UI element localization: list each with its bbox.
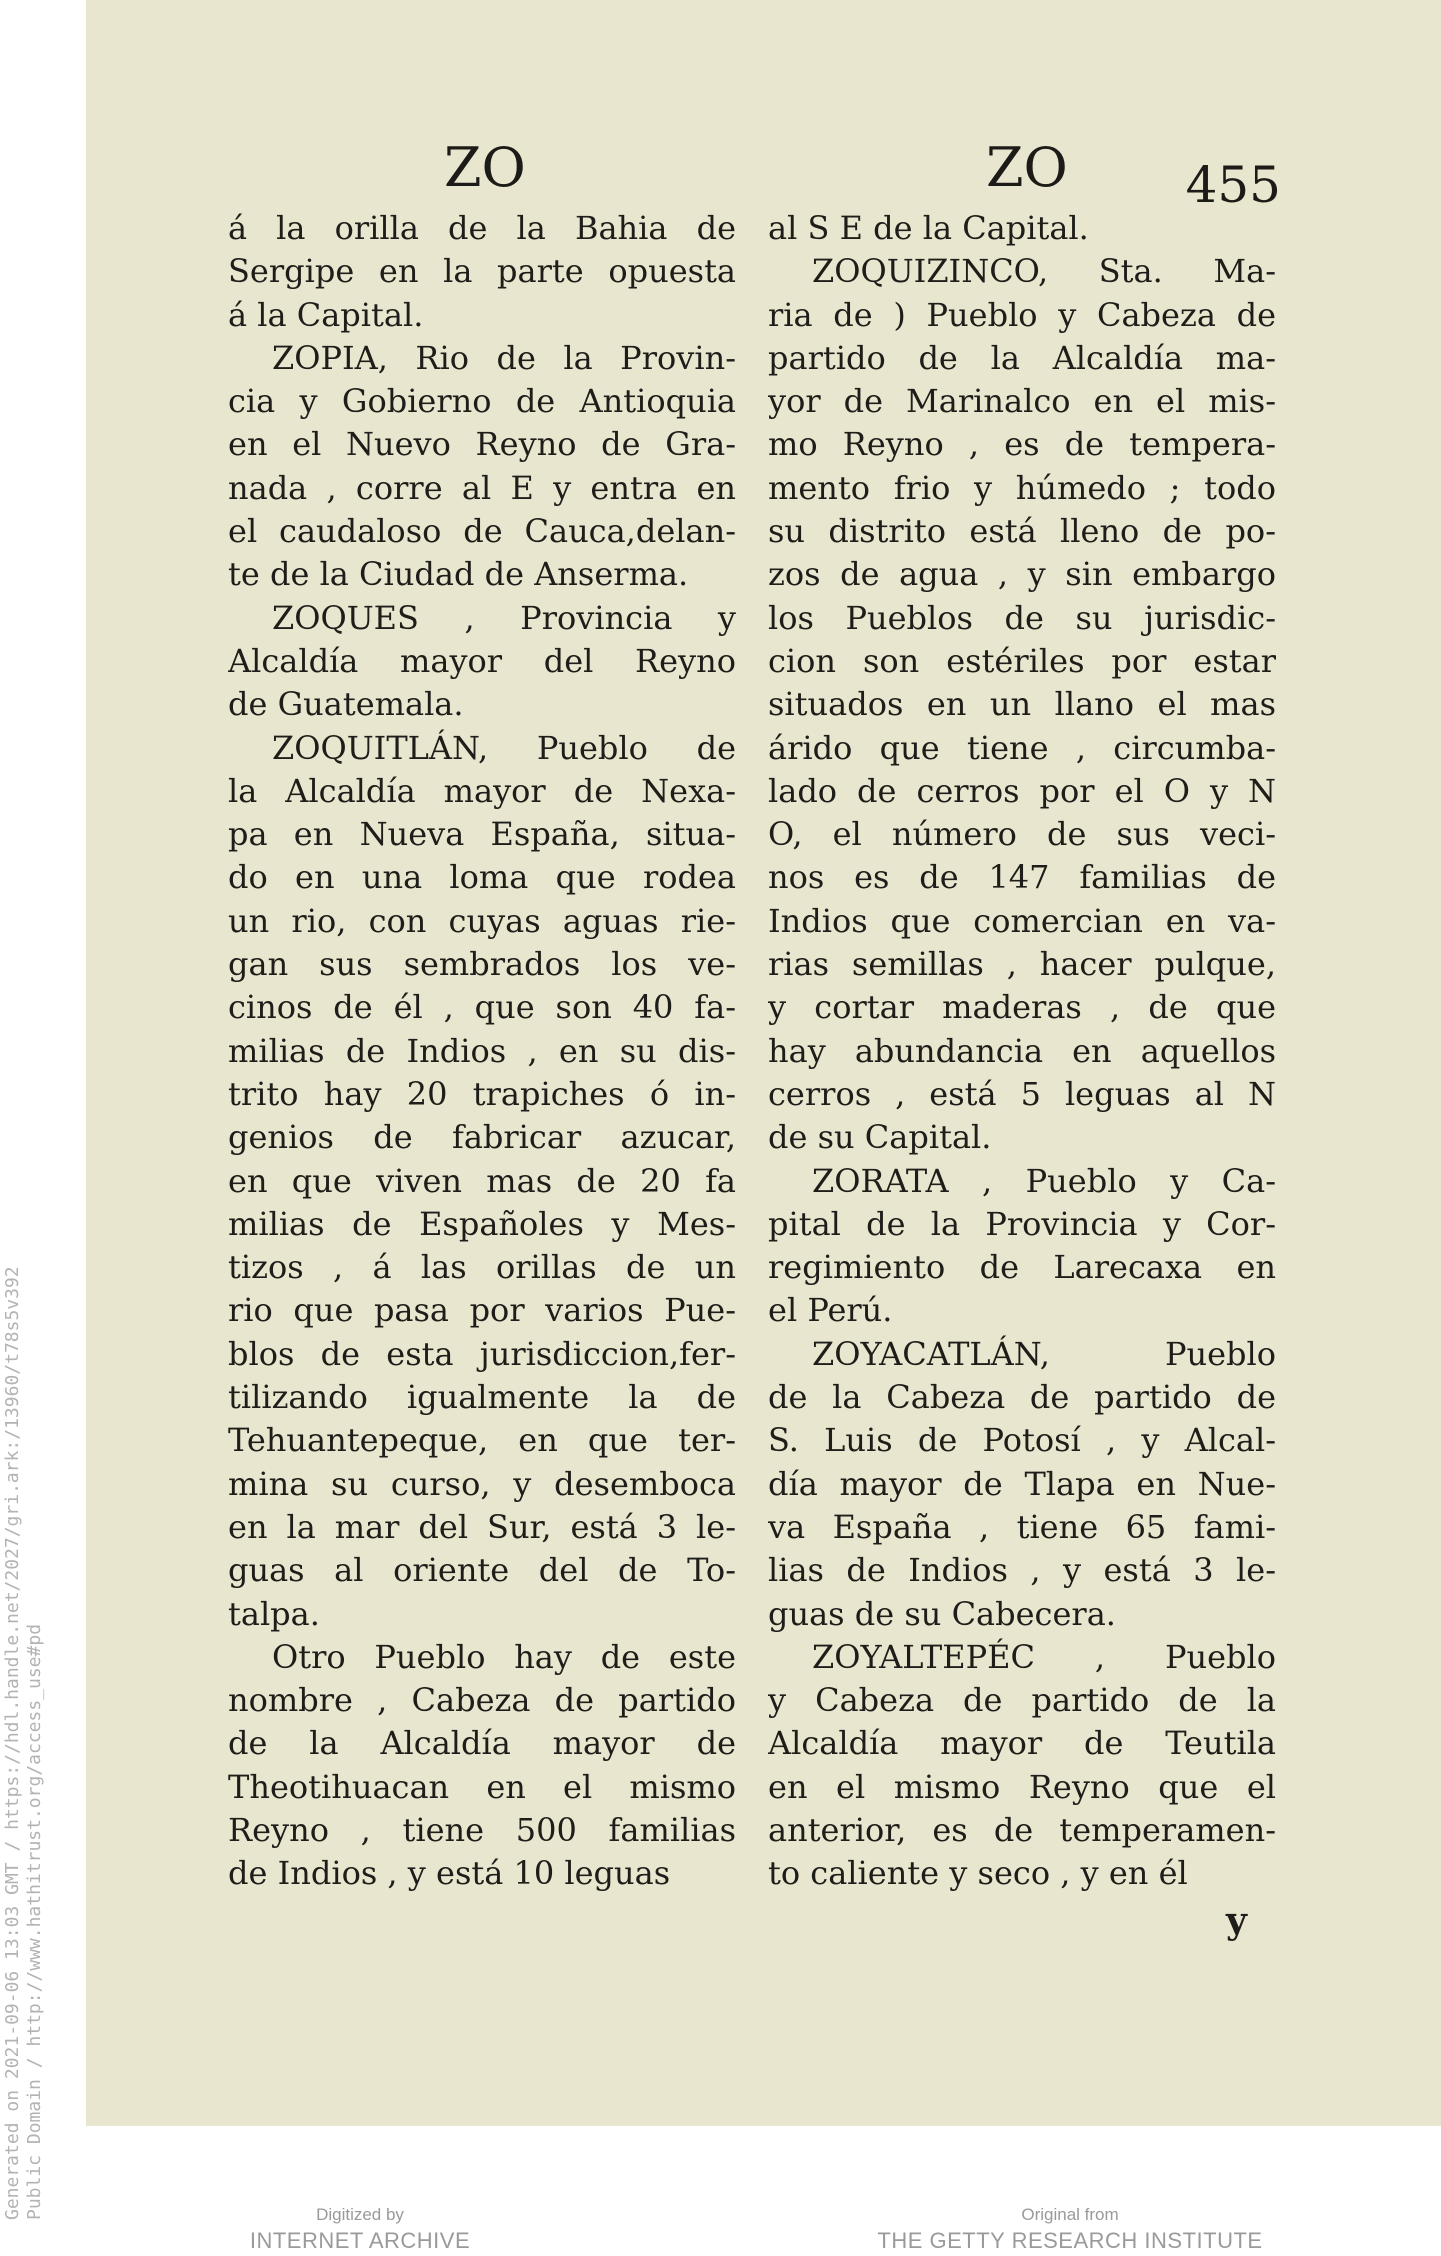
text-line: en que viven mas de 20 fa bbox=[228, 1161, 736, 1200]
text-line: milias de Indios , en su dis- bbox=[228, 1031, 736, 1070]
hathitrust-stamp bbox=[2, 1020, 46, 2220]
text-line: cion son estériles por estar bbox=[768, 641, 1276, 680]
text-line: pa en Nueva España, situa- bbox=[228, 815, 736, 854]
text-line: día mayor de Tlapa en Nue- bbox=[768, 1464, 1276, 1503]
text-line: genios de fabricar azucar, bbox=[228, 1118, 736, 1157]
text-line: S. Luis de Potosí , y Alcal- bbox=[768, 1421, 1276, 1460]
text-line: ZOYACATLÁN, Pueblo bbox=[812, 1334, 1276, 1373]
text-line: en la mar del Sur, está 3 le- bbox=[228, 1507, 736, 1546]
text-line: de su Capital. bbox=[768, 1118, 992, 1157]
left-text-column bbox=[228, 207, 736, 1896]
text-line: á la orilla de la Bahia de bbox=[228, 209, 736, 247]
stamp-line-generated: Generated on 2021-09-06 13:03 GMT / https://hdl.handle.net/2027/gri.ark:/13960/t78s5v392 bbox=[2, 1266, 23, 2220]
text-line: ZOPIA, Rio de la Provin- bbox=[272, 338, 736, 377]
text-line: nada , corre al E y entra en bbox=[228, 468, 736, 507]
digitized-by-label: Digitized by bbox=[316, 2205, 404, 2224]
text-line: Alcaldía mayor del Reyno bbox=[228, 641, 736, 680]
text-line: nos es de 147 familias de bbox=[768, 858, 1276, 897]
text-line: trito hay 20 trapiches ó in- bbox=[228, 1074, 736, 1113]
text-line: el Perú. bbox=[768, 1291, 893, 1330]
text-line: la Alcaldía mayor de Nexa- bbox=[228, 771, 736, 810]
text-line: milias de Españoles y Mes- bbox=[228, 1204, 736, 1243]
original-from-label: Original from bbox=[1021, 2205, 1119, 2224]
text-line: ZOQUITLÁN, Pueblo de bbox=[272, 728, 736, 767]
text-line: ZOQUES , Provincia y bbox=[272, 598, 736, 637]
text-line: guas de su Cabecera. bbox=[768, 1594, 1116, 1633]
text-line: en el Nuevo Reyno de Gra- bbox=[228, 425, 736, 464]
text-line: y Cabeza de partido de la bbox=[768, 1681, 1276, 1720]
text-line: pital de la Provincia y Cor- bbox=[768, 1204, 1276, 1243]
text-line: anterior, es de temperamen- bbox=[768, 1810, 1276, 1849]
digitized-by-credit bbox=[220, 2204, 500, 2256]
text-line: Reyno , tiene 500 familias bbox=[228, 1810, 736, 1849]
text-line: rio que pasa por varios Pue- bbox=[228, 1291, 736, 1330]
text-line: mo Reyno , es de tempera- bbox=[768, 425, 1276, 464]
text-line: do en una loma que rodea bbox=[228, 858, 736, 897]
catchword: y bbox=[1226, 1900, 1247, 1942]
original-from-credit bbox=[860, 2204, 1280, 2256]
text-line: tilizando igualmente la de bbox=[228, 1378, 736, 1417]
text-line: cinos de él , que son 40 fa- bbox=[228, 988, 736, 1027]
text-line: á la Capital. bbox=[228, 295, 424, 334]
text-line: en el mismo Reyno que el bbox=[768, 1767, 1276, 1806]
text-line: cerros , está 5 leguas al N bbox=[768, 1074, 1276, 1113]
page-number: 455 bbox=[1185, 156, 1281, 214]
text-line: talpa. bbox=[228, 1594, 320, 1633]
text-line: Sergipe en la parte opuesta bbox=[228, 252, 736, 291]
text-line: de la Cabeza de partido de bbox=[768, 1378, 1276, 1417]
text-line: de Guatemala. bbox=[228, 685, 464, 724]
text-line: guas al oriente del de To- bbox=[228, 1551, 736, 1590]
getty-institute-label: THE GETTY RESEARCH INSTITUTE bbox=[877, 2228, 1263, 2253]
text-line: blos de esta jurisdiccion,fer- bbox=[228, 1334, 736, 1373]
text-line: te de la Ciudad de Anserma. bbox=[228, 555, 689, 594]
text-line: Alcaldía mayor de Teutila bbox=[768, 1724, 1276, 1763]
text-line: cia y Gobierno de Antioquia bbox=[228, 382, 736, 421]
text-line: hay abundancia en aquellos bbox=[768, 1031, 1276, 1070]
text-line: mina su curso, y desemboca bbox=[228, 1464, 736, 1503]
text-line: un rio, con cuyas aguas rie- bbox=[228, 901, 736, 940]
text-line: Otro Pueblo hay de este bbox=[272, 1637, 736, 1676]
text-line: el caudaloso de Cauca,delan- bbox=[228, 512, 736, 551]
text-line: regimiento de Larecaxa en bbox=[768, 1248, 1276, 1287]
text-line: y cortar maderas , de que bbox=[768, 988, 1276, 1027]
text-line: to caliente y seco , y en él bbox=[768, 1854, 1188, 1893]
internet-archive-label: INTERNET ARCHIVE bbox=[249, 2228, 471, 2253]
text-line: O, el número de sus veci- bbox=[768, 815, 1276, 854]
text-line: Indios que comercian en va- bbox=[768, 901, 1276, 940]
text-line: tizos , á las orillas de un bbox=[228, 1248, 736, 1287]
text-line: ZORATA , Pueblo y Ca- bbox=[812, 1161, 1276, 1200]
text-line: Theotihuacan en el mismo bbox=[228, 1767, 736, 1806]
text-line: ZOYALTEPÉC , Pueblo bbox=[812, 1637, 1276, 1676]
text-line: al S E de la Capital. bbox=[768, 209, 1089, 247]
right-running-head: ZO bbox=[986, 136, 1068, 199]
text-line: nombre , Cabeza de partido bbox=[228, 1681, 736, 1720]
text-line: partido de la Alcaldía ma- bbox=[768, 338, 1276, 377]
text-line: árido que tiene , circumba- bbox=[768, 728, 1276, 767]
text-line: mento frio y húmedo ; todo bbox=[768, 468, 1276, 507]
stamp-line-rights: Public Domain / http://www.hathitrust.org/access_use#pd bbox=[24, 1623, 45, 2220]
text-line: rias semillas , hacer pulque, bbox=[768, 945, 1276, 984]
text-line: lias de Indios , y está 3 le- bbox=[768, 1551, 1276, 1590]
text-line: lado de cerros por el O y N bbox=[768, 771, 1276, 810]
text-line: ZOQUIZINCO, Sta. Ma- bbox=[812, 252, 1276, 291]
text-line: zos de agua , y sin embargo bbox=[768, 555, 1276, 594]
text-line: de Indios , y está 10 leguas bbox=[228, 1854, 671, 1893]
text-line: situados en un llano el mas bbox=[768, 685, 1276, 724]
text-line: gan sus sembrados los ve- bbox=[228, 945, 736, 984]
text-line: ria de ) Pueblo y Cabeza de bbox=[768, 295, 1276, 334]
text-line: Tehuantepeque, en que ter- bbox=[228, 1421, 736, 1460]
text-line: yor de Marinalco en el mis- bbox=[768, 382, 1276, 421]
right-text-column bbox=[768, 207, 1276, 1896]
text-line: de la Alcaldía mayor de bbox=[228, 1724, 736, 1763]
text-line: los Pueblos de su jurisdic- bbox=[768, 598, 1276, 637]
text-line: su distrito está lleno de po- bbox=[768, 512, 1276, 551]
text-line: va España , tiene 65 fami- bbox=[768, 1507, 1276, 1546]
left-running-head: ZO bbox=[444, 136, 526, 199]
